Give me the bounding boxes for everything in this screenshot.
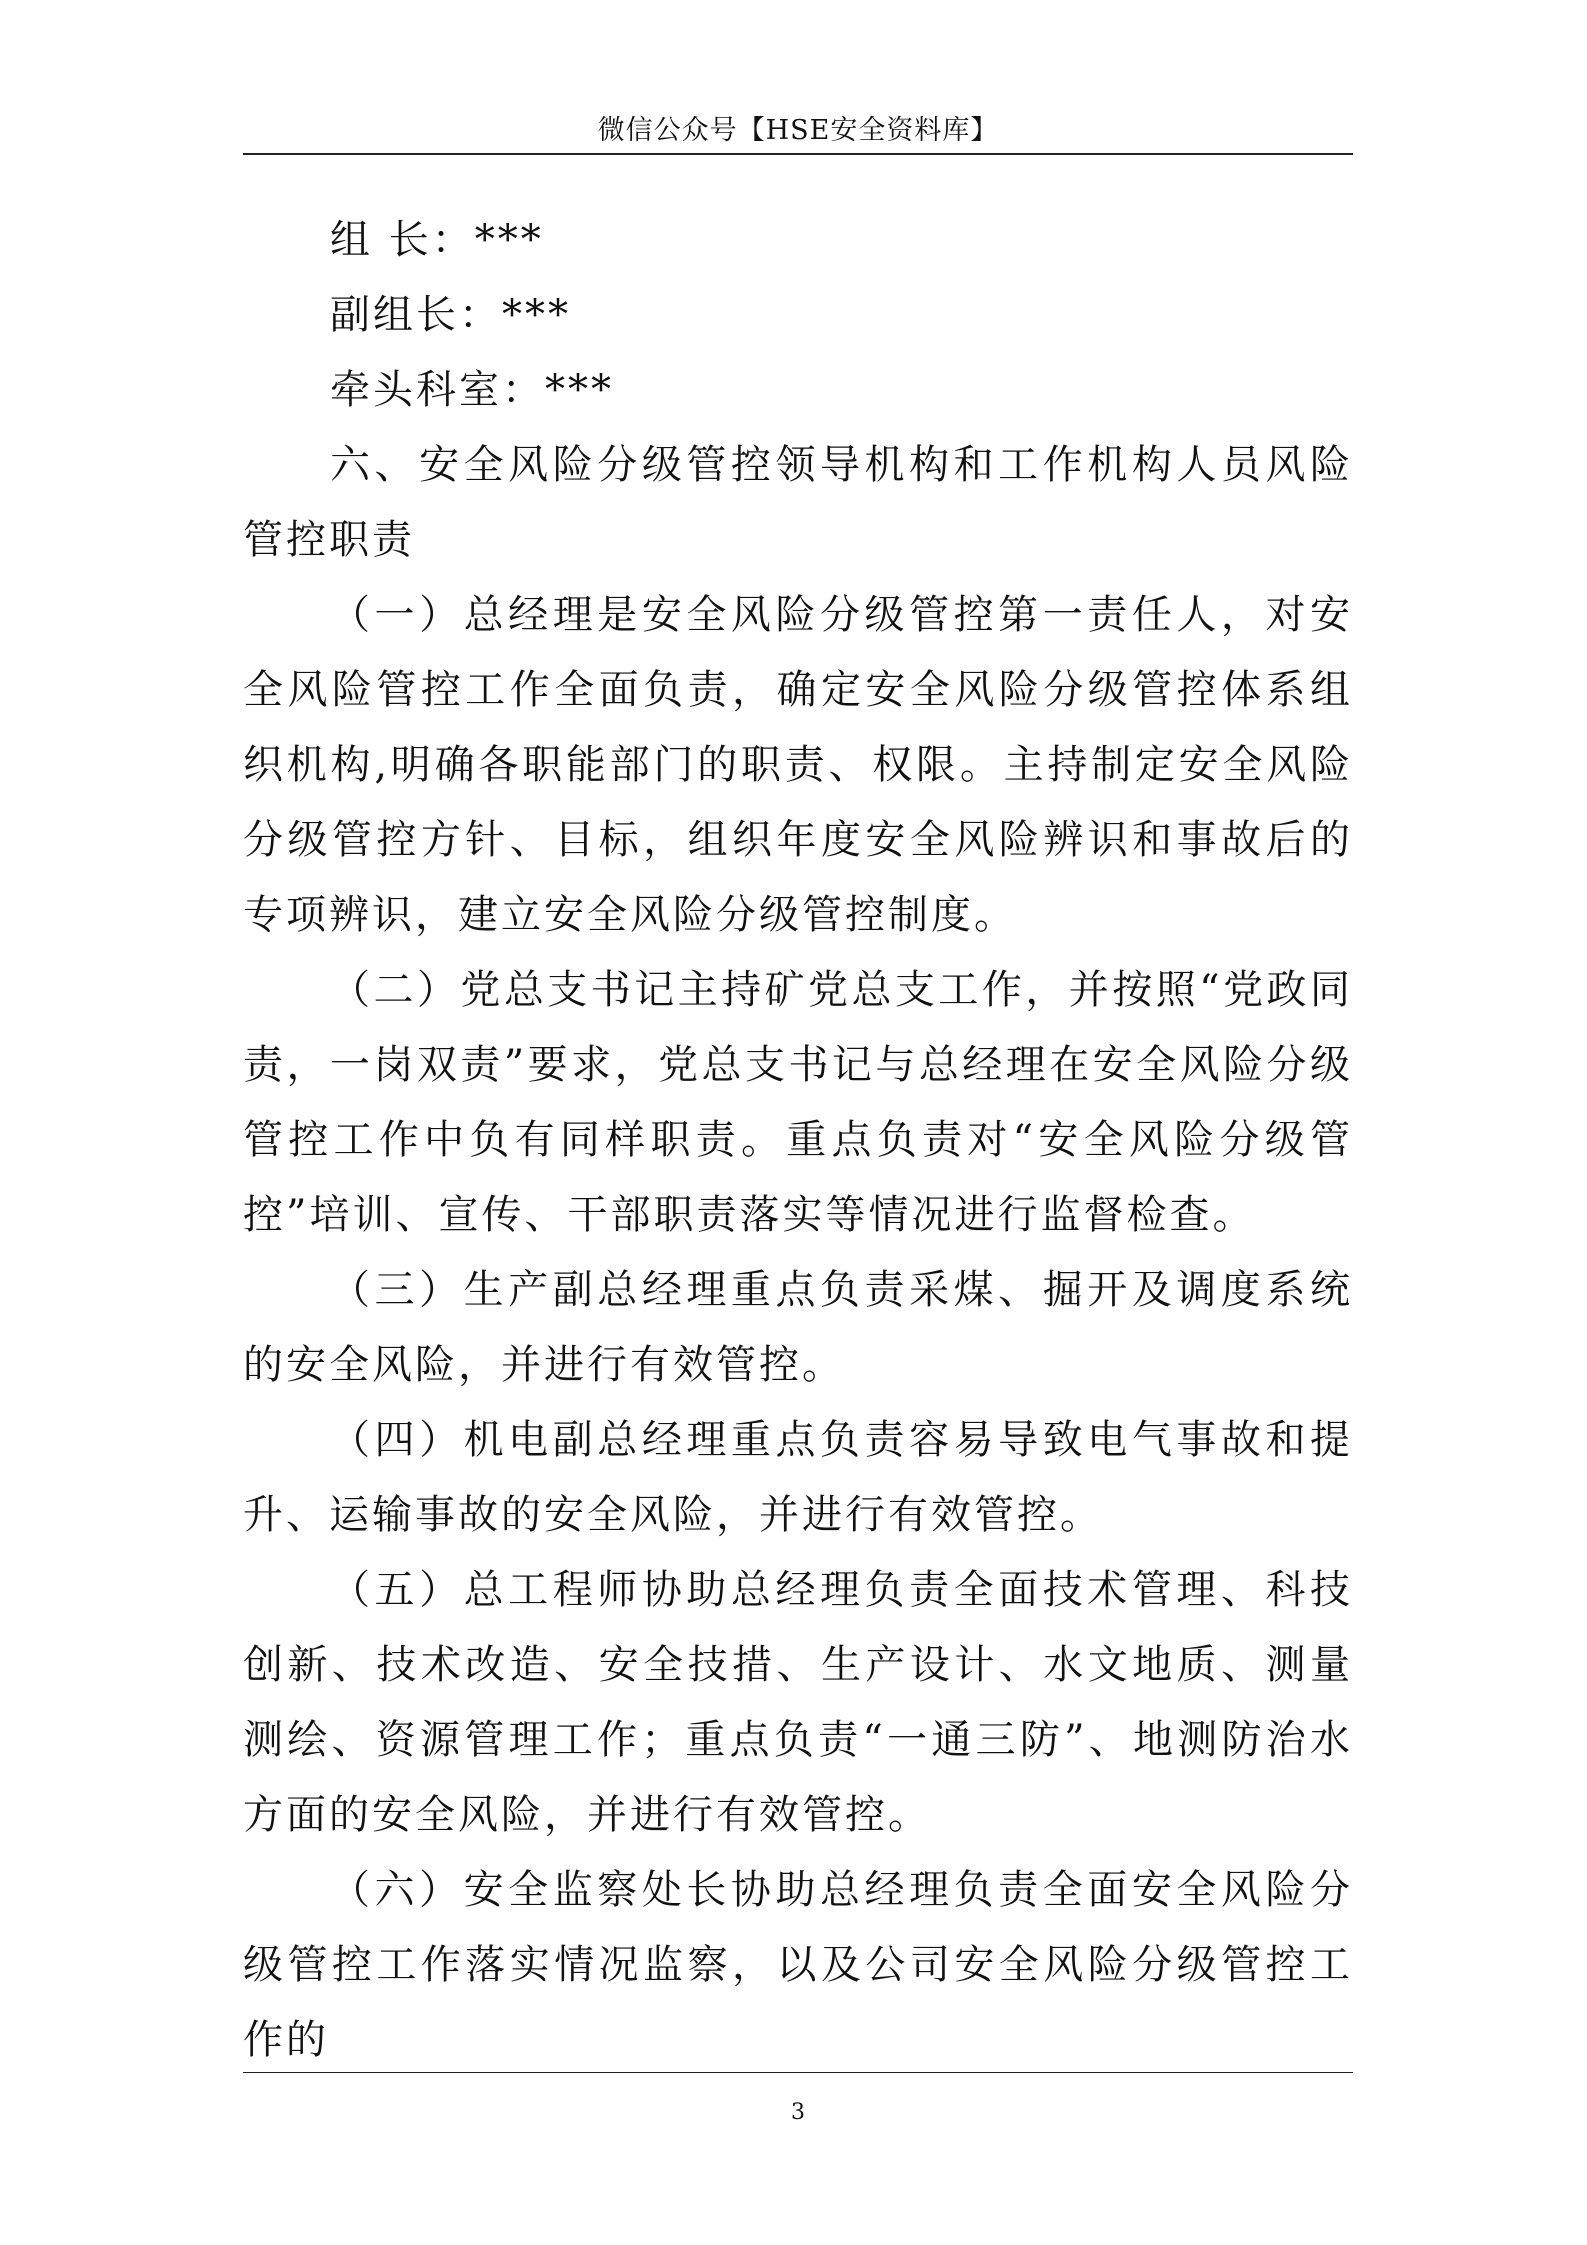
page-number: 3	[791, 2100, 805, 2125]
paragraph-5: （五）总工程师协助总经理负责全面技术管理、科技创新、技术改造、安全技措、生产设计、水文地质、测量测绘、资源管理工作；重点负责“一通三防”、地测防治水方面的安全风险，并进行有效管控。	[243, 1567, 1353, 1838]
deputy-leader-line: 副组长：***	[330, 292, 571, 338]
team-leader-line: 组 长：***	[330, 217, 544, 263]
section-heading: 六、安全风险分级管控领导机构和工作机构人员风险管控职责	[243, 442, 1353, 563]
paragraph-2: （二）党总支书记主持矿党总支工作，并按照“党政同责，一岗双责”要求，党总支书记与总经理在安全风险分级管控工作中负有同样职责。重点负责对“安全风险分级管控”培训、宣传、干部职责落实等情况进行监督检查。	[243, 967, 1353, 1238]
paragraph-6: （六）安全监察处长协助总经理负责全面安全风险分级管控工作落实情况监察，以及公司安全风险分级管控工作的	[243, 1867, 1353, 2063]
paragraph-3: （三）生产副总经理重点负责采煤、掘开及调度系统的安全风险，并进行有效管控。	[243, 1267, 1353, 1388]
footer-divider	[243, 2072, 1353, 2073]
page-header: 微信公众号【HSE安全资料库】	[597, 115, 999, 146]
header-divider	[243, 153, 1353, 155]
document-body	[243, 203, 1353, 2078]
lead-department-line: 牵头科室：***	[330, 367, 614, 413]
paragraph-1: （一）总经理是安全风险分级管控第一责任人，对安全风险管控工作全面负责，确定安全风险分级管控体系组织机构,明确各职能部门的职责、权限。主持制定安全风险分级管控方针、目标，组织年度安全风险辨识和事故后的专项辨识，建立安全风险分级管控制度。	[243, 592, 1353, 938]
paragraph-4: （四）机电副总经理重点负责容易导致电气事故和提升、运输事故的安全风险，并进行有效管控。	[243, 1417, 1353, 1538]
